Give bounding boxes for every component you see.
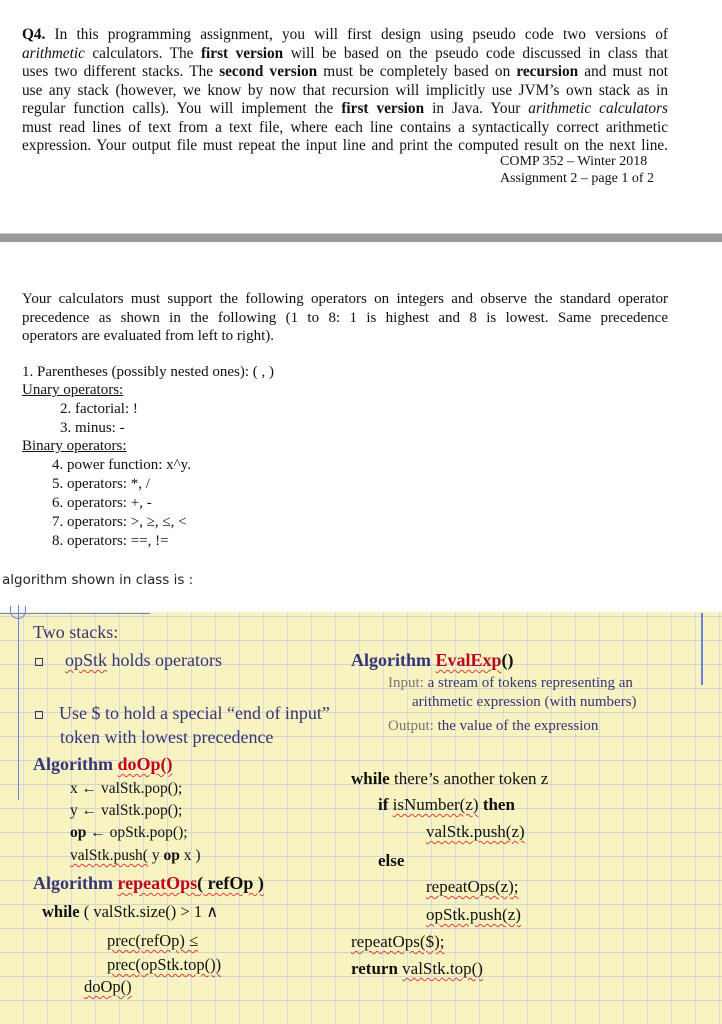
input-line: arithmetic expression (with numbers) [412,694,637,710]
text-segment: and must not [578,63,668,80]
kw: op [70,824,87,841]
fn-name: repeatOps [117,873,198,893]
text-segment: will be based on the pseudo code discussed in class that [283,44,669,62]
intro-line: operators are evaluated from left to right). [22,328,274,344]
text-segment: first version [200,44,284,62]
kw: return [351,959,398,978]
list-item: 5. operators: *, / [52,476,150,492]
text-segment: recursion [516,63,579,80]
kw: Algorithm [351,650,431,670]
kw: while [42,902,80,921]
list-item: 2. factorial: ! [60,401,138,417]
arg: ( refOp ) [197,873,264,893]
text-segment: must be completely based on [317,63,517,80]
slide-rule [18,605,19,800]
question-line [22,26,668,44]
code-line: repeatOps(z); [426,877,519,896]
text: x ) [179,847,201,864]
slide-rule [701,613,703,685]
code-line [70,847,200,865]
text: there’s another token z [389,769,549,788]
binary-heading: Binary operators: [22,438,127,454]
footer-page: Assignment 2 – page 1 of 2 [500,171,654,186]
kw: if [378,795,389,814]
bullet-opstk [35,650,222,671]
text: the value of the expression [433,718,599,734]
list-item: 8. operators: ==, != [52,533,169,549]
code-line: valStk.push(z) [426,822,525,841]
text-segment: uses two different stacks. The [22,63,220,80]
repeatops-heading [33,873,264,894]
text-segment: Q4. [22,26,46,43]
text-segment: second version [219,63,318,80]
question-line [22,100,668,118]
code-line: else [378,851,405,870]
text-segment: use any stack (however, we know by now that recursion will implicitly use JVM’s own stack as in [22,81,668,99]
kw: Algorithm [33,873,113,893]
code-line: opStk.push(z) [426,905,521,924]
question-line [22,45,668,63]
code-line: doOp() [84,977,132,996]
caption: algorithm shown in class is : [2,572,194,588]
text-segment: arithmetic calculators [528,100,668,117]
text: Use $ to hold a special “end of input” [59,703,330,723]
text: isNumber(z) [392,795,479,814]
kw: then [478,795,515,814]
code-line: y ← valStk.pop(); [70,802,183,819]
output-line [388,718,598,735]
code: opStk [65,650,108,670]
evalexp-heading [351,650,514,671]
list-item: 7. operators: >, ≥, ≤, < [52,514,187,530]
text: valStk.push( [70,847,148,864]
code-line [351,769,548,789]
kw: op [163,847,180,864]
doop-heading [33,754,173,775]
code-line: prec(opStk.top()) [107,955,222,974]
text: ← opStk.pop(); [86,824,188,841]
text: ( valStk.size() > 1 ∧ [79,902,219,921]
code-line: prec(refOp) ≤ [107,931,199,950]
code-line [70,824,188,842]
text-segment: regular function calls). You will implement the [22,100,342,117]
intro-line: precedence as shown in the following (1 to 8: 1 is highest and 8 is lowest. Same precedence [22,310,668,326]
list-item: 6. operators: +, - [52,495,152,511]
two-stacks: Two stacks: [33,622,119,642]
text-segment: must read lines of text from a text file, where each line contains a syntactically correct arithmetic [22,118,668,136]
text: a stream of tokens representing an [423,675,633,691]
bullet-icon [35,658,43,666]
paren: () [501,650,514,670]
page-divider [0,233,722,242]
question-line [22,82,668,100]
kw: Algorithm [33,754,113,774]
text-segment: In this programming assignment, you will first design using pseudo code two versions of [45,26,668,43]
text: holds operators [107,650,222,670]
question-line [22,119,668,137]
text-segment: arithmetic [22,44,85,62]
code-line: repeatOps($); [351,932,445,951]
label: Input: [388,675,424,691]
input-line [388,675,633,692]
question-line [22,63,668,81]
question-line [22,137,668,155]
fn-name: EvalExp [435,650,502,670]
bullet-dollar-cont: token with lowest precedence [60,727,274,747]
text-segment: calculators. The [84,44,201,62]
text-segment: in Java. Your [424,100,529,117]
text: valStk.top() [402,959,483,978]
bullet-dollar [35,703,330,724]
code-line [351,959,483,979]
list-item: 1. Parentheses (possibly nested ones): ( , ) [22,364,275,380]
code-line: x ← valStk.pop(); [70,780,183,797]
kw: while [351,769,390,788]
unary-heading: Unary operators: [22,382,124,398]
bullet-icon [35,711,43,719]
fn-name: doOp() [117,754,173,774]
label: Output: [388,718,434,734]
text-segment: first version [341,100,425,117]
footer-course: COMP 352 – Winter 2018 [500,154,648,169]
text: y [147,847,164,864]
list-item: 4. power function: x^y. [52,457,191,473]
list-item: 3. minus: - [60,420,125,436]
text-segment: expression. Your output file must repeat the input line and print the computed result on the next line. [22,137,668,154]
code-line [378,795,515,815]
code-line [42,902,218,922]
intro-line: Your calculators must support the following operators on integers and observe the standard operator [22,291,668,307]
